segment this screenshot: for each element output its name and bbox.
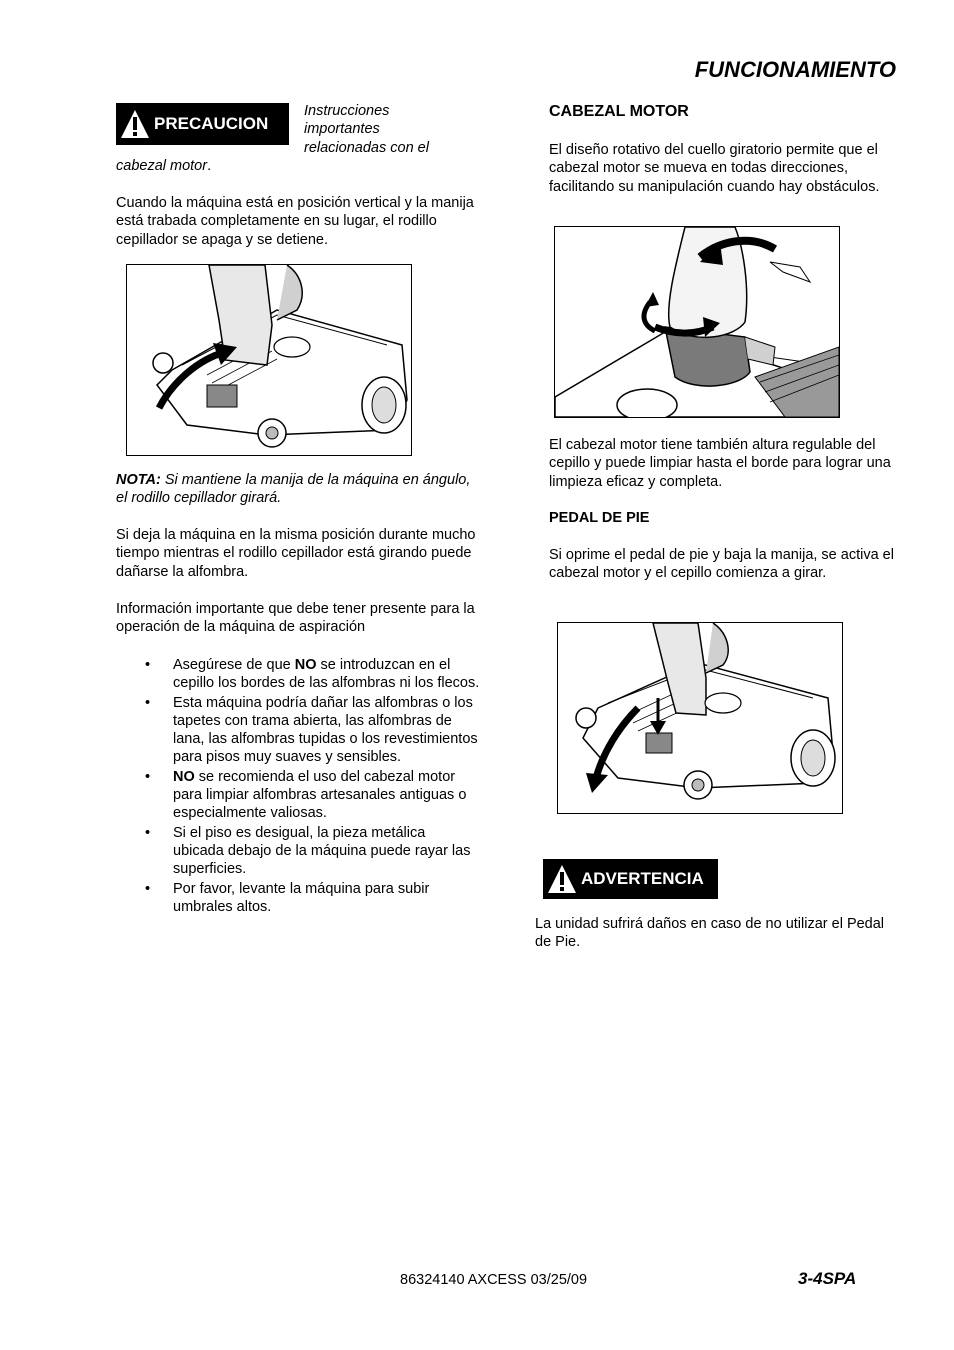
list-item: • Por favor, levante la máquina para subir umbrales altos. bbox=[116, 880, 480, 917]
page-title: FUNCIONAMIENTO bbox=[694, 57, 896, 82]
brush-height-paragraph: El cabezal motor tiene también altura regulable del cepillo y puede limpiar hasta el borde para lograr una limpieza eficaz y completa. bbox=[549, 437, 891, 490]
note-paragraph: NOTA: Si mantiene la manija de la máquina en ángulo, el rodillo cepillador girará. bbox=[116, 472, 471, 507]
bullet-list bbox=[116, 656, 480, 917]
document-code: 86324140 AXCESS 03/25/09 bbox=[400, 1272, 588, 1288]
vacuum-upright-illustration bbox=[127, 265, 411, 455]
heading-pedal-de-pie: PEDAL DE PIE bbox=[549, 510, 650, 526]
caution-text-continued: cabezal motor. bbox=[116, 158, 212, 174]
heading-cabezal-motor: CABEZAL MOTOR bbox=[549, 103, 689, 120]
warning-triangle-icon bbox=[547, 864, 577, 894]
figure-foot-pedal bbox=[557, 622, 843, 814]
swivel-neck-illustration bbox=[555, 227, 839, 417]
page-number: 3-4SPA bbox=[798, 1269, 857, 1288]
carpet-damage-paragraph: Si deja la máquina en la misma posición durante mucho tiempo mientras el rodillo cepillador está girando puede dañarse la alfombra. bbox=[116, 527, 476, 580]
caution-badge bbox=[116, 103, 289, 145]
list-item: • Asegúrese de que NO se introduzcan en el cepillo los bordes de las alfombras ni los flecos. bbox=[116, 656, 480, 693]
pedal-paragraph: Si oprime el pedal de pie y baja la manija, se activa el cabezal motor y el cepillo comienza a girar. bbox=[549, 547, 894, 582]
warning-label: ADVERTENCIA bbox=[581, 869, 704, 888]
foot-pedal-illustration bbox=[558, 623, 842, 813]
figure-upright-position bbox=[126, 264, 412, 456]
list-item: • Si el piso es desigual, la pieza metálica ubicada debajo de la máquina puede rayar las superficies. bbox=[116, 824, 480, 879]
figure-swivel-neck bbox=[554, 226, 840, 418]
swivel-paragraph: El diseño rotativo del cuello giratorio permite que el cabezal motor se mueva en todas direcciones, facilitando su manipulación cuando hay obstáculos. bbox=[549, 142, 880, 195]
upright-paragraph: Cuando la máquina está en posición vertical y la manija está trabada completamente en su lugar, el rodillo cepillador se apaga y se detiene. bbox=[116, 195, 474, 248]
important-info-paragraph: Información importante que debe tener presente para la operación de la máquina de aspiración bbox=[116, 601, 475, 636]
warning-badge bbox=[543, 859, 718, 899]
warning-text: La unidad sufrirá daños en caso de no utilizar el Pedal de Pie. bbox=[535, 916, 885, 951]
caution-label: PRECAUCION bbox=[154, 114, 269, 133]
caution-text: Instrucciones importantes relacionadas con el bbox=[304, 103, 429, 156]
warning-triangle-icon bbox=[120, 109, 150, 139]
list-item: • NO se recomienda el uso del cabezal motor para limpiar alfombras artesanales antiguas o especialmente valiosas. bbox=[116, 768, 480, 823]
list-item: • Esta máquina podría dañar las alfombras o los tapetes con trama abierta, las alfombras de lana, las alfombras tupidas o los revestimientos para pisos muy suaves y sensibles. bbox=[116, 694, 480, 767]
